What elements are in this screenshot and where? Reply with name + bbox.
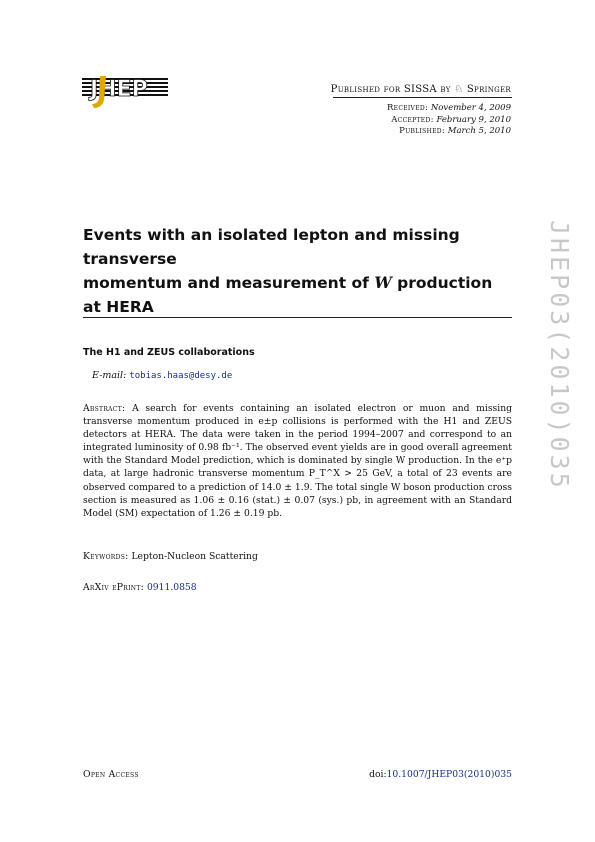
doi-line (369, 769, 512, 780)
publisher-name: Springer (466, 84, 511, 95)
abstract (83, 402, 512, 520)
history-dates (387, 103, 511, 138)
accepted-date: February 9, 2010 (436, 114, 511, 125)
sidebar-journal-id (522, 220, 582, 500)
email-label: E-mail: (92, 370, 127, 381)
arxiv-eprint (83, 582, 197, 593)
springer-icon: ♘ (454, 84, 464, 95)
accepted-label: Accepted: (391, 114, 434, 125)
title-rule (83, 317, 512, 318)
doi-link[interactable]: 10.1007/JHEP03(2010)035 (386, 769, 512, 780)
received-label: Received: (386, 103, 429, 113)
title-w: W (374, 273, 392, 292)
title-line-2b: production (391, 274, 493, 292)
abstract-label: Abstract: (83, 403, 126, 414)
authors: The H1 and ZEUS collaborations (83, 347, 255, 358)
publisher-line (331, 84, 511, 95)
arxiv-link[interactable]: 0911.0858 (146, 582, 197, 593)
title-line-2a: momentum and measurement of (83, 274, 375, 292)
header-rule (333, 97, 512, 98)
paper-title (83, 224, 523, 319)
published-for-text: Published for SISSA by (330, 84, 451, 95)
keywords (83, 551, 258, 562)
published-date: March 5, 2010 (447, 126, 511, 136)
doi-prefix: doi: (369, 769, 387, 780)
title-line-1: Events with an isolated lepton and missing transverse (83, 226, 460, 268)
open-access: Open Access (83, 769, 139, 780)
received-date: November 4, 2009 (430, 103, 511, 113)
abstract-text: A search for events containing an isolated electron or muon and missing transverse momentum produced in e±p collisions is performed with the H1 and ZEUS detectors at HERA. The data were taken in the period 1994–2007 and correspond to an integrated luminosity of 0.98 fb⁻¹. The observed event yields are in good overall agreement with the Standard Model prediction, which is dominated by single W production. In the e⁺p data, at large hadronic transverse momentum P_T^X > 25 GeV, a total of 23 events are observed compared to a prediction of 14.0 ± 1.9. The total single W boson production cross section is measured as 1.06 ± 0.16 (stat.) ± 0.07 (sys.) pb, in agreement with an Standard Model (SM) expectation of 1.26 ± 0.19 pb. (83, 403, 512, 519)
arxiv-label: ArXiv ePrint: (83, 582, 145, 593)
keywords-label: Keywords: (83, 551, 129, 562)
email-link[interactable]: tobias.haas@desy.de (129, 371, 233, 381)
title-line-3: at HERA (83, 297, 154, 316)
keywords-text: Lepton-Nucleon Scattering (131, 551, 258, 562)
jhep-logo (82, 74, 170, 110)
email-line (92, 370, 232, 381)
svg-text:JHEP: JHEP (90, 77, 148, 102)
sidebar-id-text: JHEP03(2010)035 (545, 220, 574, 491)
published-label: Published: (399, 126, 446, 136)
